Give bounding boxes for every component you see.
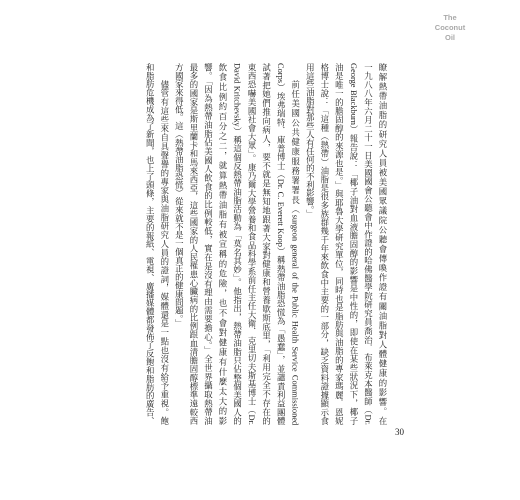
text-column: 儘管有這些來自具聲譽的專家與油脂研究人員的證詞，媒體還是一點也沒有給予重視。飽 (159, 79, 169, 425)
text-column: 試著把她們推向病人，要不就是無知地跟著大家對健康和營養歇斯底里，「利用完全不存在的 (261, 63, 271, 425)
text-column: 瞭解熱帶油脂的研究人員被美國眾議院公聽會傳喚作證有關油脂對人體健康的影響。在 (378, 63, 387, 425)
running-header-line: Coconut (434, 23, 466, 32)
text-column: David Kritchevsky）稱這個反熱帶油脂活動為「莫名其妙」。他指出，熱帶油脂只佔整個美國人的 (232, 63, 242, 425)
body-text (141, 63, 389, 425)
running-header (430, 13, 470, 43)
text-column: Corps）埃弗瑞特．庫普博士（Dr. C. Everett Koop）稱熱帶油脂恐慌為「愚蠢」，並譴責利益團體 (276, 63, 286, 425)
text-column: 和脂肪危機成為了新聞，也上了頭條，主要的報紙、電視、廣播媒體都發佈了反飽和脂肪的廣告、 (145, 63, 155, 425)
text-column: 油是唯一的膽固醇的來源也是。」與耶魯大學研究單位，同時也是脂肪與油脂的專家瑪麗．恩妮 (334, 63, 344, 425)
text-column: 最多的國家是斯里蘭卡和馬來西亞，這些國家的人民罹患心臟病的比例跟血清膽固醇標準遠較西 (188, 63, 198, 425)
text-column: 一九八八年六月二十一日美國國會公聽會中作證的哈佛醫學院研究員喬治．布萊克本醫師（Dr. (363, 63, 373, 425)
text-column: 格博士說：「這種（熱帶）油脂是很多族群幾千年來飲食中主要的一部分，缺乏資料證據顯示食 (319, 63, 329, 425)
text-column: 飲食比例約百分之二，就算熱帶油脂有被宣稱的危險，也不會對健康有什麼太大的影 (217, 63, 227, 425)
running-header-line: Oil (444, 33, 455, 42)
page-number: 30 (395, 427, 404, 437)
text-column: 響。「因為熱帶油脂佔美國人飲食的比例較低，實在是沒有理由需要擔心。」全世界攝取熱帶油 (203, 63, 213, 425)
text-column: 東西恐嚇美國社會大眾」。康乃爾大學營養和食品科學系前任主任大衛．克里切夫斯基博士（Dr. (247, 63, 257, 425)
text-column: George Blackburn）報告說：「椰子油對血液膽固醇的影響是中性的，即使在某些狀況下，椰子 (348, 63, 358, 425)
running-header-line: The (443, 13, 457, 22)
text-column: 前任美國公共健康服務署署長（surgeon general of the Public Health Service Commissioned (290, 79, 300, 425)
text-column: 用這些油脂對那些人有任何的不利影響。」 (305, 63, 315, 219)
text-column: 方國家來得低。這（熱帶油脂恐慌）從來就不是一個真正的健康問題。」 (174, 63, 184, 328)
